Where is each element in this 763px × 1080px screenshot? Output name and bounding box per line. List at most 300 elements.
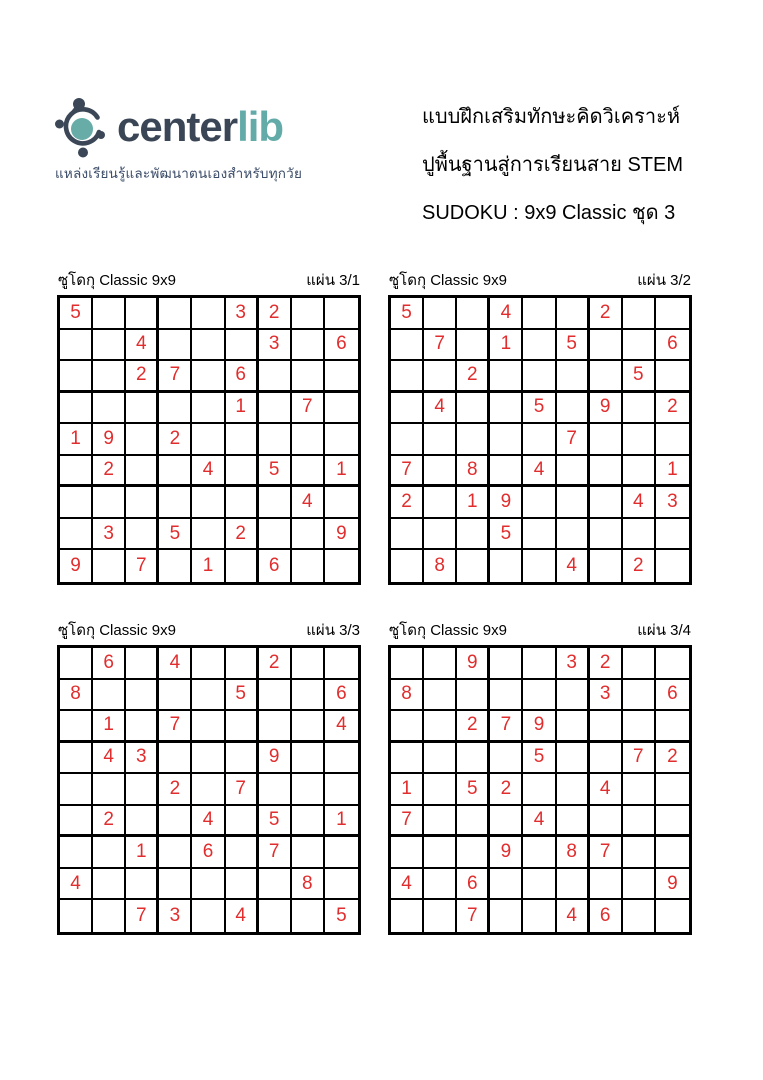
sudoku-cell-empty [259,519,292,551]
sudoku-cell-given: 1 [457,487,490,519]
sudoku-cell-empty [424,298,457,330]
sudoku-cell-empty [325,774,358,806]
sudoku-cell-given: 9 [60,550,93,582]
sudoku-cell-empty [424,900,457,932]
sudoku-cell-empty [424,519,457,551]
sudoku-cell-empty [557,743,590,775]
sudoku-cell-empty [93,550,126,582]
sudoku-cell-given: 7 [159,361,192,393]
sudoku-cell-empty [391,550,424,582]
sudoku-cell-empty [557,393,590,425]
sudoku-cell-empty [424,456,457,488]
sudoku-cell-empty [226,487,259,519]
sudoku-cell-empty [590,550,623,582]
sudoku-cell-given: 4 [523,456,556,488]
sudoku-cell-empty [391,424,424,456]
sudoku-cell-given: 3 [159,900,192,932]
sudoku-cell-empty [60,456,93,488]
sudoku-cell-given: 2 [457,361,490,393]
sudoku-cell-empty [126,424,159,456]
sudoku-cell-empty [126,680,159,712]
sudoku-cell-given: 3 [557,648,590,680]
sudoku-cell-empty [325,550,358,582]
sudoku-cell-given: 3 [259,330,292,362]
sudoku-cell-empty [623,869,656,901]
sudoku-cell-empty [557,711,590,743]
sudoku-cell-empty [523,487,556,519]
logo-wordmark [117,103,284,150]
sudoku-cell-given: 4 [292,487,325,519]
sudoku-cell-empty [325,837,358,869]
sudoku-cell-given: 6 [656,680,689,712]
sudoku-cell-empty [60,806,93,838]
sudoku-cell-empty [159,837,192,869]
sudoku-cell-empty [590,519,623,551]
sudoku-cell-empty [126,393,159,425]
sudoku-cell-empty [523,298,556,330]
sudoku-cell-given: 2 [259,298,292,330]
sudoku-cell-given: 1 [60,424,93,456]
sudoku-cell-given: 6 [226,361,259,393]
sudoku-cell-empty [590,869,623,901]
sudoku-cell-empty [93,393,126,425]
sudoku-cell-empty [623,648,656,680]
sudoku-cell-empty [292,648,325,680]
sudoku-cell-empty [490,393,523,425]
sudoku-cell-empty [192,869,225,901]
sudoku-cell-given: 4 [192,806,225,838]
sudoku-cell-empty [259,774,292,806]
sudoku-cell-empty [590,456,623,488]
sudoku-cell-empty [93,361,126,393]
sudoku-cell-given: 8 [557,837,590,869]
sudoku-cell-given: 7 [457,900,490,932]
sudoku-cell-empty [93,330,126,362]
sudoku-cell-given: 3 [590,680,623,712]
sudoku-cell-empty [192,519,225,551]
puzzle-3-sheet-label: แผ่น 3/3 [306,622,360,639]
sudoku-cell-given: 2 [391,487,424,519]
sudoku-cell-empty [391,393,424,425]
sudoku-cell-given: 9 [590,393,623,425]
sudoku-cell-empty [656,806,689,838]
sudoku-cell-empty [557,361,590,393]
sudoku-cell-empty [192,361,225,393]
sudoku-cell-empty [192,393,225,425]
sudoku-cell-empty [557,680,590,712]
sudoku-cell-given: 7 [391,456,424,488]
sudoku-cell-empty [523,900,556,932]
sudoku-cell-given: 2 [656,393,689,425]
sudoku-cell-empty [60,330,93,362]
sudoku-cell-given: 1 [226,393,259,425]
sudoku-cell-empty [226,456,259,488]
sudoku-cell-given: 4 [93,743,126,775]
sudoku-cell-empty [192,680,225,712]
sudoku-cell-given: 7 [391,806,424,838]
sudoku-cell-given: 1 [126,837,159,869]
sudoku-cell-empty [226,806,259,838]
sudoku-cell-empty [623,393,656,425]
sudoku-cell-empty [126,456,159,488]
sudoku-cell-empty [60,393,93,425]
puzzle-2-sheet-label: แผ่น 3/2 [637,272,691,289]
sudoku-cell-empty [490,361,523,393]
sudoku-cell-empty [623,806,656,838]
sudoku-cell-empty [192,711,225,743]
sudoku-puzzle-1 [57,270,361,585]
sudoku-cell-empty [226,648,259,680]
sudoku-puzzle-2 [388,270,692,585]
sudoku-cell-given: 9 [490,487,523,519]
sudoku-cell-given: 5 [226,680,259,712]
sudoku-cell-empty [325,743,358,775]
sudoku-cell-given: 5 [523,393,556,425]
sudoku-cell-empty [424,869,457,901]
sudoku-cell-empty [457,424,490,456]
sudoku-cell-empty [623,774,656,806]
sudoku-cell-empty [292,774,325,806]
sudoku-cell-given: 8 [60,680,93,712]
sudoku-cell-empty [656,900,689,932]
sudoku-cell-empty [226,424,259,456]
sudoku-cell-empty [391,711,424,743]
sudoku-cell-empty [259,361,292,393]
sudoku-cell-given: 3 [226,298,259,330]
sudoku-cell-empty [623,519,656,551]
sudoku-cell-given: 4 [192,456,225,488]
sudoku-cell-empty [490,550,523,582]
sudoku-cell-given: 6 [590,900,623,932]
sudoku-cell-given: 6 [457,869,490,901]
sudoku-board-4 [388,645,692,935]
sudoku-cell-empty [490,900,523,932]
sudoku-cell-given: 8 [457,456,490,488]
sudoku-cell-given: 2 [93,806,126,838]
sudoku-cell-empty [226,711,259,743]
sudoku-cell-empty [523,837,556,869]
sudoku-cell-given: 5 [336,905,347,927]
sudoku-cell-empty [226,550,259,582]
sudoku-cell-empty [424,774,457,806]
sudoku-cell-given: 3 [656,487,689,519]
sudoku-cell-empty [457,743,490,775]
sudoku-cell-empty [192,298,225,330]
sudoku-cell-empty [623,330,656,362]
sudoku-cell-empty [656,711,689,743]
sudoku-cell-empty [192,900,225,932]
sudoku-cell-empty [424,837,457,869]
sudoku-cell-given: 9 [656,869,689,901]
sudoku-cell-given: 4 [557,550,590,582]
sudoku-cell-empty [557,774,590,806]
sudoku-cell-given: 8 [292,869,325,901]
sudoku-cell-empty [656,550,689,582]
sudoku-cell-given: 4 [325,711,358,743]
puzzle-1-title: ซูโดกุ Classic 9x9 [58,272,176,289]
sudoku-cell-given: 8 [391,680,424,712]
sudoku-cell-empty [126,519,159,551]
sudoku-cell-empty [490,680,523,712]
sudoku-cell-empty [590,361,623,393]
sudoku-cell-empty [424,711,457,743]
sudoku-cell-empty [391,361,424,393]
sudoku-cell-empty [457,837,490,869]
sudoku-cell-given: 4 [490,298,523,330]
sudoku-cell-empty [656,837,689,869]
logo-dot-bottom [78,148,88,158]
sudoku-cell-empty [623,298,656,330]
sudoku-cell-given: 7 [557,424,590,456]
sudoku-cell-empty [523,424,556,456]
sudoku-cell-empty [159,393,192,425]
sudoku-cell-empty [557,519,590,551]
sudoku-cell-empty [457,806,490,838]
sudoku-cell-empty [325,361,358,393]
sudoku-cell-empty [159,298,192,330]
sudoku-cell-empty [457,298,490,330]
sudoku-cell-empty [325,298,358,330]
sudoku-cell-given: 7 [226,774,259,806]
sudoku-cell-given: 7 [590,837,623,869]
sudoku-cell-given: 1 [192,550,225,582]
sudoku-cell-empty [424,487,457,519]
sudoku-cell-given: 5 [391,298,424,330]
sudoku-cell-empty [126,806,159,838]
sudoku-cell-given: 9 [490,837,523,869]
sudoku-cell-given: 5 [490,519,523,551]
sudoku-cell-given: 6 [259,550,292,582]
sudoku-cell-empty [93,837,126,869]
logo-dot-top [73,98,85,110]
sudoku-cell-empty [490,743,523,775]
sudoku-cell-empty [159,456,192,488]
sudoku-cell-empty [60,711,93,743]
sudoku-cell-empty [656,298,689,330]
sudoku-cell-empty [490,806,523,838]
sudoku-cell-given: 2 [259,648,292,680]
sudoku-cell-empty [292,361,325,393]
sudoku-cell-given: 4 [226,900,259,932]
sudoku-cell-empty [192,487,225,519]
sudoku-cell-empty [523,361,556,393]
sudoku-cell-empty [623,456,656,488]
sudoku-cell-empty [292,711,325,743]
logo-word-primary: center [117,103,238,150]
sudoku-cell-empty [292,680,325,712]
sudoku-cell-empty [292,900,325,932]
sudoku-cell-empty [325,487,358,519]
sudoku-cell-empty [623,837,656,869]
sudoku-cell-given: 2 [590,298,623,330]
sudoku-cell-empty [292,456,325,488]
sudoku-cell-empty [60,648,93,680]
sudoku-cell-empty [557,869,590,901]
sudoku-cell-empty [93,900,126,932]
sudoku-cell-empty [60,837,93,869]
sudoku-cell-empty [424,680,457,712]
sudoku-cell-given: 7 [490,711,523,743]
logo-word-accent: lib [237,103,284,150]
sudoku-cell-empty [60,487,93,519]
sudoku-cell-given: 2 [159,424,192,456]
sudoku-cell-empty [325,424,358,456]
sudoku-cell-empty [126,648,159,680]
sudoku-cell-empty [126,487,159,519]
sudoku-puzzle-3 [57,620,361,935]
sudoku-cell-given: 3 [93,519,126,551]
puzzle-4-title: ซูโดกุ Classic 9x9 [389,622,507,639]
sudoku-cell-empty [490,869,523,901]
sudoku-cell-empty [457,680,490,712]
sudoku-cell-empty [292,519,325,551]
sudoku-cell-empty [391,519,424,551]
logo-row [55,96,355,158]
sudoku-cell-empty [126,298,159,330]
sudoku-cell-given: 7 [292,393,325,425]
sudoku-cell-empty [590,487,623,519]
sudoku-cell-empty [292,806,325,838]
sudoku-cell-empty [292,298,325,330]
sudoku-cell-given: 1 [325,806,358,838]
sudoku-cell-empty [159,743,192,775]
sudoku-cell-empty [93,680,126,712]
sudoku-cell-given: 5 [259,456,292,488]
sudoku-cell-empty [523,774,556,806]
sudoku-cell-empty [490,456,523,488]
sudoku-cell-given: 7 [259,837,292,869]
sudoku-cell-given: 4 [391,869,424,901]
sudoku-cell-empty [623,424,656,456]
sudoku-cell-given: 6 [325,680,358,712]
sudoku-cell-empty [60,519,93,551]
sudoku-cell-empty [159,550,192,582]
puzzle-1-sheet-label: แผ่น 3/1 [306,272,360,289]
sudoku-cell-empty [259,424,292,456]
sudoku-board-3 [57,645,361,935]
sudoku-cell-empty [292,424,325,456]
sudoku-cell-given: 3 [126,743,159,775]
puzzle-4-head [388,620,692,642]
sudoku-cell-empty [656,361,689,393]
sudoku-cell-empty [325,393,358,425]
sudoku-cell-empty [523,680,556,712]
sudoku-cell-empty [93,487,126,519]
sudoku-cell-empty [391,330,424,362]
sudoku-cell-empty [391,648,424,680]
logo-tagline: แหล่งเรียนรู้และพัฒนาตนเองสำหรับทุกวัย [55,166,303,181]
sudoku-cell-empty [523,869,556,901]
sudoku-cell-given: 9 [523,711,556,743]
sudoku-cell-empty [590,424,623,456]
sudoku-cell-empty [60,743,93,775]
sudoku-cell-given: 4 [424,393,457,425]
sudoku-cell-empty [325,869,358,901]
sudoku-cell-given: 1 [656,456,689,488]
header-line-3: SUDOKU : 9x9 Classic ชุด 3 [422,202,676,224]
sudoku-cell-given: 4 [557,900,590,932]
puzzle-3-head [57,620,361,642]
sudoku-cell-empty [60,361,93,393]
sudoku-cell-given: 7 [159,711,192,743]
sudoku-cell-given: 8 [424,550,457,582]
sudoku-cell-empty [590,330,623,362]
sudoku-cell-empty [325,648,358,680]
sudoku-cell-empty [93,869,126,901]
sudoku-cell-given: 6 [192,837,225,869]
sudoku-cell-empty [259,900,292,932]
sudoku-cell-given: 2 [656,743,689,775]
sudoku-cell-empty [259,711,292,743]
worksheet-header [422,106,732,250]
sudoku-cell-empty [159,487,192,519]
sudoku-cell-empty [60,774,93,806]
sudoku-cell-empty [159,680,192,712]
sudoku-cell-empty [523,648,556,680]
puzzle-1-head [57,270,361,292]
sudoku-cell-given: 1 [391,774,424,806]
sudoku-cell-empty [159,869,192,901]
sudoku-cell-empty [192,330,225,362]
sudoku-cell-empty [656,519,689,551]
sudoku-cell-empty [259,680,292,712]
sudoku-cell-empty [523,330,556,362]
sudoku-cell-given: 2 [159,774,192,806]
sudoku-cell-given: 4 [159,648,192,680]
sudoku-cell-empty [490,648,523,680]
sudoku-cell-empty [391,743,424,775]
header-line-1: แบบฝึกเสริมทักษะคิดวิเคราะห์ [422,106,681,128]
sudoku-cell-given: 4 [590,774,623,806]
sudoku-cell-empty [623,711,656,743]
sudoku-cell-empty [93,774,126,806]
sudoku-cell-empty [457,519,490,551]
sudoku-cell-given: 9 [457,648,490,680]
sudoku-cell-given: 2 [226,519,259,551]
sudoku-cell-empty [557,456,590,488]
sudoku-cell-empty [226,869,259,901]
sudoku-cell-given: 4 [60,869,93,901]
sudoku-cell-empty [126,774,159,806]
sudoku-puzzle-4 [388,620,692,935]
sudoku-cell-given: 7 [126,550,159,582]
logo-dot-left [55,120,64,129]
sudoku-cell-empty [60,900,93,932]
sudoku-cell-empty [292,837,325,869]
sudoku-cell-empty [424,806,457,838]
sudoku-cell-given: 7 [623,743,656,775]
sudoku-cell-given: 7 [424,330,457,362]
sudoku-cell-given: 2 [93,456,126,488]
sudoku-cell-empty [93,298,126,330]
sudoku-cell-empty [259,393,292,425]
sudoku-cell-empty [391,900,424,932]
puzzle-2-title: ซูโดกุ Classic 9x9 [389,272,507,289]
puzzle-3-title: ซูโดกุ Classic 9x9 [58,622,176,639]
sudoku-cell-empty [259,487,292,519]
sudoku-cell-empty [623,680,656,712]
sudoku-cell-given: 4 [126,330,159,362]
sudoku-cell-given: 2 [457,711,490,743]
sudoku-cell-empty [623,900,656,932]
sudoku-cell-empty [192,774,225,806]
sudoku-board-1 [57,295,361,585]
sudoku-cell-given: 2 [590,648,623,680]
sudoku-cell-empty [656,774,689,806]
sudoku-cell-empty [557,298,590,330]
sudoku-cell-empty [424,648,457,680]
sudoku-cell-empty [159,806,192,838]
